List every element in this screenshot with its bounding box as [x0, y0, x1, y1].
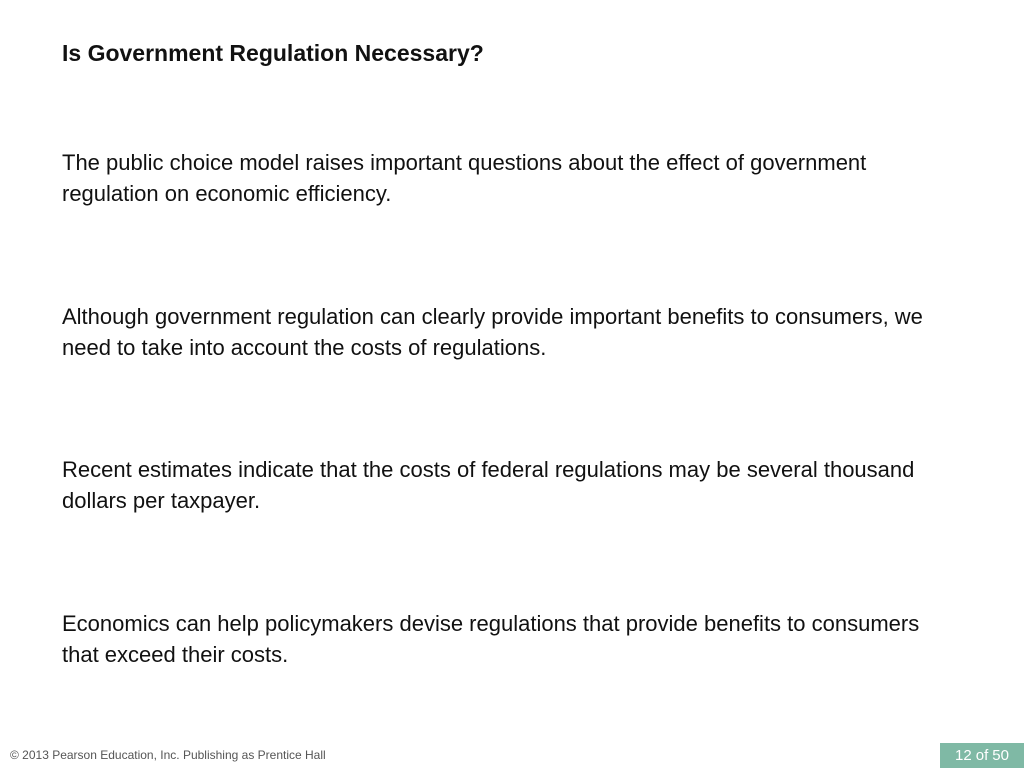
- page-total: 50: [992, 747, 1009, 764]
- paragraph-federal-estimates: Recent estimates indicate that the costs of federal regulations may be several thousand dollars per taxpayer.: [62, 457, 915, 513]
- paragraph-economics-policymakers: Economics can help policymakers devise regulations that provide benefits to consumers that exceed their costs.: [62, 611, 920, 667]
- paragraph-public-choice: The public choice model raises important questions about the effect of government regulation on economic efficiency.: [62, 150, 867, 206]
- slide-title: Is Government Regulation Necessary?: [62, 40, 484, 66]
- copyright-notice: © 2013 Pearson Education, Inc. Publishing as Prentice Hall: [10, 748, 326, 762]
- page-indicator: [940, 743, 1024, 768]
- paragraph-regulation-costs: Although government regulation can clearly provide important benefits to consumers, we need to take into account the costs of regulations.: [62, 304, 923, 360]
- page-separator: of: [975, 747, 989, 764]
- page-current: 12: [955, 747, 972, 764]
